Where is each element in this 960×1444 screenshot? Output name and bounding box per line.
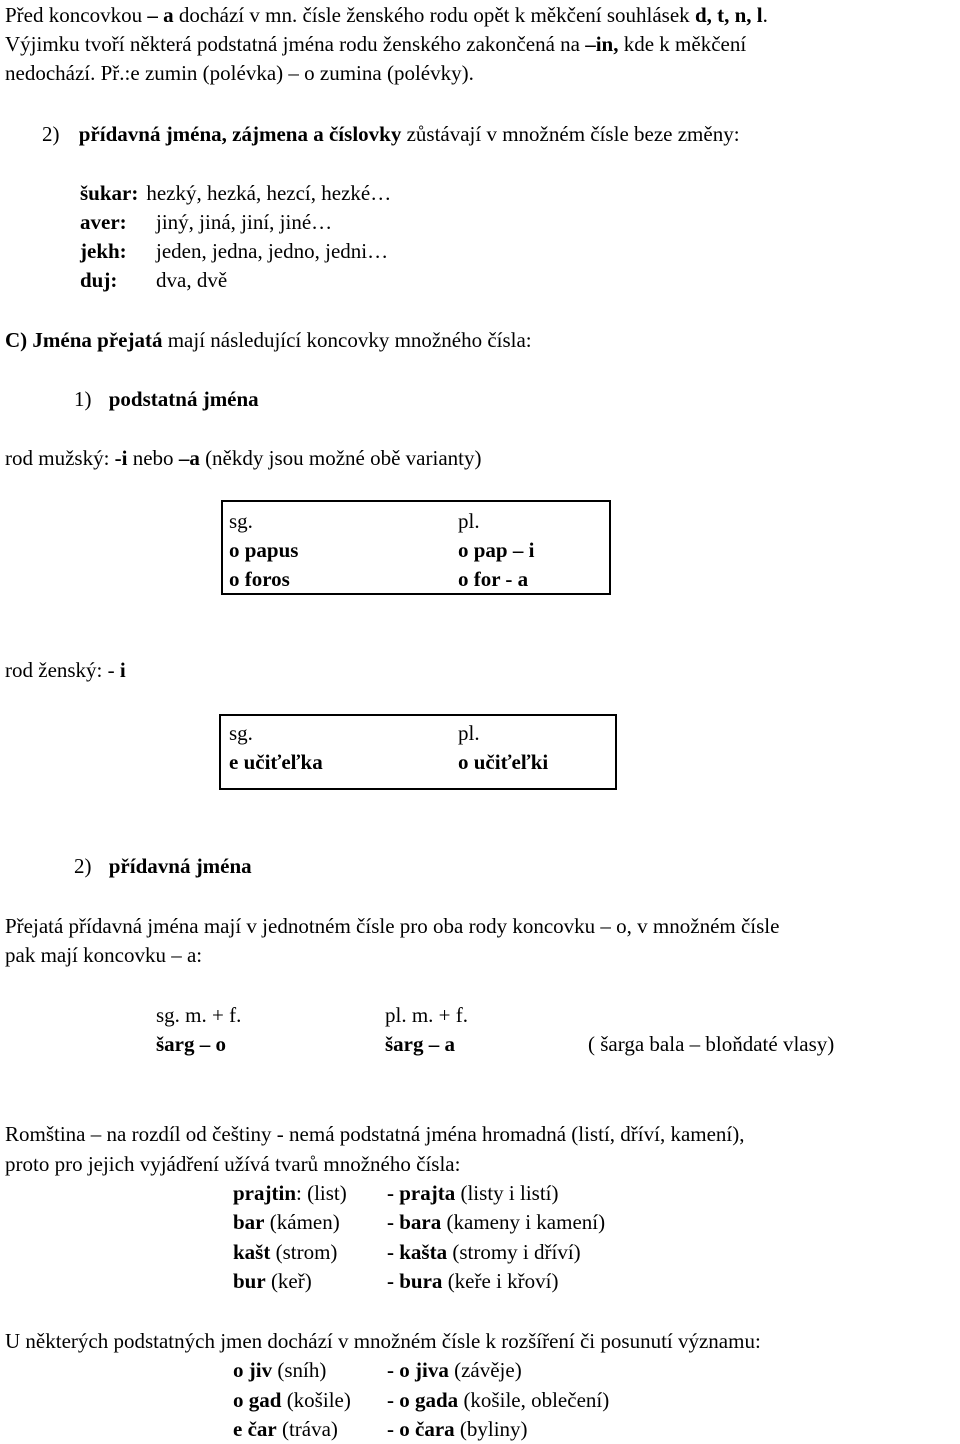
table-header-pl: pl. — [458, 509, 480, 533]
collective-row — [233, 1239, 337, 1265]
plural-meaning: (košile, oblečení) — [458, 1388, 610, 1412]
table-cell: o foros — [229, 567, 290, 591]
rule-text: (někdy jsou možné obě varianty) — [199, 446, 482, 470]
adj-header-pl: pl. m. + f. — [385, 1003, 469, 1027]
adj-cell: šarg – o — [156, 1032, 226, 1056]
subsection-number: 2) — [74, 854, 92, 878]
word-item — [80, 238, 388, 264]
plural-meaning: (závěje) — [448, 1358, 522, 1382]
plural-meaning: (stromy i dříví) — [447, 1240, 581, 1264]
section-c-title: C) Jména přejatá — [5, 328, 163, 352]
collective-row-plural — [387, 1209, 605, 1235]
section-text: zůstávají v množném čísle beze změny: — [401, 122, 740, 146]
subsection-number: 1) — [74, 387, 92, 411]
singular-word: bar — [233, 1210, 265, 1234]
table-header-sg: sg. — [229, 721, 253, 745]
rule-text: rod mužský: — [5, 446, 115, 470]
section-2-heading — [42, 121, 740, 147]
word-term: jekh: — [80, 239, 127, 263]
singular-word: o jiv — [233, 1358, 273, 1382]
table-header-pl: pl. — [458, 721, 480, 745]
collective-row — [233, 1180, 347, 1206]
subsection-title: přídavná jména — [108, 854, 252, 878]
collective-row-plural — [387, 1268, 558, 1294]
word-item — [80, 209, 332, 235]
romani-text-1: Romština – na rozdíl od češtiny - nemá podstatná jména hromadná (listí, dříví, kamení), — [5, 1122, 745, 1146]
intro-text: . — [762, 3, 768, 27]
plural-word: - o gada — [387, 1388, 459, 1412]
word-forms: jeden, jedna, jedno, jedni… — [156, 239, 389, 263]
intro-consonants: d, t, n, l — [694, 3, 763, 27]
table-cell: o učiťeľki — [458, 750, 549, 774]
subsection-2-heading — [74, 853, 252, 879]
plural-meaning: (keře i křoví) — [442, 1269, 559, 1293]
plural-meaning: (kameny i kamení) — [441, 1210, 606, 1234]
word-forms: dva, dvě — [156, 268, 228, 292]
shift-row — [233, 1416, 338, 1442]
rule-text: nebo — [127, 446, 179, 470]
singular-meaning: (košile) — [281, 1388, 351, 1412]
table-cell: o for - a — [458, 567, 529, 591]
shift-row-plural — [387, 1416, 528, 1442]
intro-text: Výjimku tvoří některá podstatná jména rodu ženského zakončená na — [5, 32, 586, 56]
rule-text: rod ženský: - — [5, 658, 120, 682]
shift-row — [233, 1387, 351, 1413]
plural-word: - bura — [387, 1269, 443, 1293]
intro-text: kde k měkčení — [618, 32, 747, 56]
masculine-table — [221, 500, 611, 595]
table-cell: o papus — [229, 538, 299, 562]
intro-ending: – a — [147, 3, 174, 27]
singular-meaning: (sníh) — [272, 1358, 327, 1382]
word-forms: hezký, hezká, hezcí, hezké… — [146, 181, 392, 205]
section-number: 2) — [42, 122, 60, 146]
adj-header-sg: sg. m. + f. — [156, 1003, 242, 1027]
adj-cell: šarg – a — [385, 1032, 455, 1056]
singular-word: e čar — [233, 1417, 277, 1441]
singular-word: bur — [233, 1269, 266, 1293]
plural-word: - bara — [387, 1210, 442, 1234]
table-cell: e učiťeľka — [229, 750, 323, 774]
adj-note: ( šarga bala – bloňdaté vlasy) — [588, 1032, 835, 1056]
plural-word: - o jiva — [387, 1358, 449, 1382]
singular-meaning: (strom) — [270, 1240, 338, 1264]
feminine-table — [219, 714, 617, 790]
section-title: přídavná jména, zájmena a číslovky — [78, 122, 402, 146]
feminine-rule — [5, 657, 126, 683]
meaning-shift-text: U některých podstatných jmen dochází v množném čísle k rozšíření či posunutí významu: — [5, 1329, 761, 1353]
plural-meaning: (listy i listí) — [455, 1181, 559, 1205]
intro-line-2 — [5, 31, 746, 57]
collective-row-plural — [387, 1180, 559, 1206]
collective-row — [233, 1209, 340, 1235]
intro-text: Před koncovkou — [5, 3, 148, 27]
rule-ending: –a — [178, 446, 200, 470]
singular-meaning: (kámen) — [264, 1210, 340, 1234]
plural-word: - kašta — [387, 1240, 448, 1264]
word-item — [80, 180, 391, 206]
plural-word: - prajta — [387, 1181, 456, 1205]
singular-meaning: : (list) — [296, 1181, 347, 1205]
subsection-1-heading — [74, 386, 259, 412]
plural-meaning: (byliny) — [454, 1417, 528, 1441]
singular-word: kašt — [233, 1240, 271, 1264]
intro-text: dochází v mn. čísle ženského rodu opět k měkčení souhlásek — [173, 3, 695, 27]
singular-meaning: (keř) — [265, 1269, 312, 1293]
romani-text-2: proto pro jejich vyjádření užívá tvarů množného čísla: — [5, 1152, 461, 1176]
rule-ending: i — [119, 658, 126, 682]
intro-line-1 — [5, 2, 768, 28]
shift-row-plural — [387, 1357, 522, 1383]
rule-ending: -i — [114, 446, 128, 470]
table-cell: o pap – i — [458, 538, 535, 562]
word-term: duj: — [80, 268, 118, 292]
subsection-title: podstatná jména — [108, 387, 259, 411]
table-header-sg: sg. — [229, 509, 253, 533]
intro-ending: –in, — [585, 32, 619, 56]
shift-row — [233, 1357, 326, 1383]
collective-row — [233, 1268, 312, 1294]
collective-row-plural — [387, 1239, 581, 1265]
shift-row-plural — [387, 1387, 609, 1413]
adjective-text-2: pak mají koncovku – a: — [5, 943, 203, 967]
section-c-heading — [5, 327, 532, 353]
section-c-text: mají následující koncovky množného čísla: — [162, 328, 532, 352]
word-term: aver: — [80, 210, 127, 234]
adjective-text-1: Přejatá přídavná jména mají v jednotném čísle pro oba rody koncovku – o, v množném čísle — [5, 914, 780, 938]
masculine-rule — [5, 445, 481, 471]
word-item — [80, 267, 227, 293]
singular-meaning: (tráva) — [276, 1417, 338, 1441]
word-term: šukar: — [80, 181, 139, 205]
singular-word: prajtin — [233, 1181, 296, 1205]
singular-word: o gad — [233, 1388, 282, 1412]
word-forms: jiný, jiná, jiní, jiné… — [156, 210, 333, 234]
intro-line-3: nedochází. Př.:e zumin (polévka) – o zumina (polévky). — [5, 61, 474, 85]
plural-word: - o čara — [387, 1417, 455, 1441]
